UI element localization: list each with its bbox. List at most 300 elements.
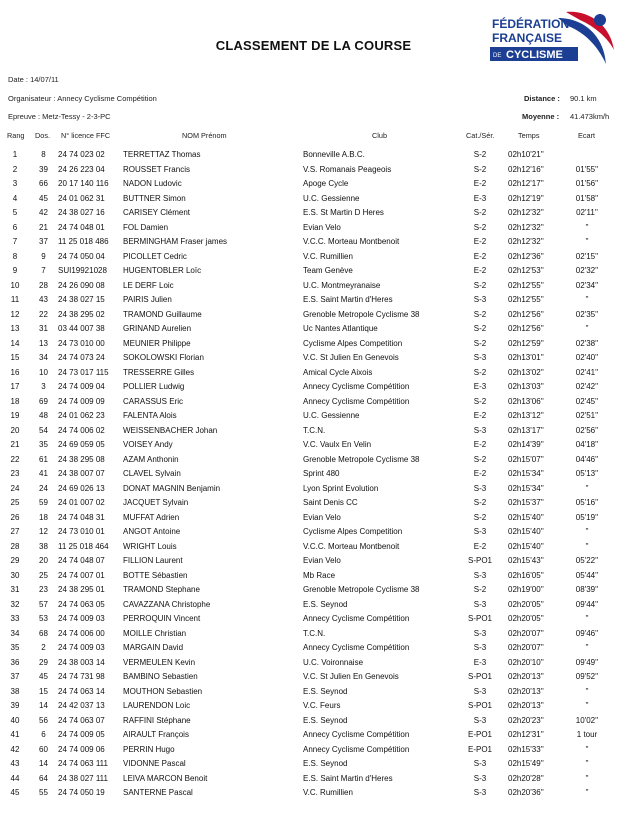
cell-name: TRAMOND Guillaume xyxy=(123,309,202,319)
cell-rang: 13 xyxy=(10,324,20,333)
cell-name: LEIVA MARCON Benoit xyxy=(123,773,208,783)
table-row xyxy=(0,643,627,658)
cell-category: S-3 xyxy=(473,570,487,580)
cell-name: WEISSENBACHER Johan xyxy=(123,425,218,435)
table-row xyxy=(0,426,627,441)
cell-dos: 53 xyxy=(39,614,48,623)
table-row xyxy=(0,252,627,267)
cell-gap: 05'44'' xyxy=(575,570,599,580)
cell-gap: '' xyxy=(585,759,589,768)
cell-licence: 24 38 027 15 xyxy=(58,295,105,304)
cell-club: E.S. Seynod xyxy=(303,686,348,696)
cell-gap: 02'11'' xyxy=(576,208,598,217)
cell-time: 02h13'02'' xyxy=(508,367,544,377)
table-row xyxy=(0,600,627,615)
table-row xyxy=(0,788,627,803)
cell-gap: '' xyxy=(585,744,589,754)
cell-dos: 20 xyxy=(39,556,48,565)
cell-rang: 28 xyxy=(10,541,20,551)
table-row xyxy=(0,237,627,252)
cell-club: Grenoble Metropole Cyclisme 38 xyxy=(303,454,420,464)
cell-club: E.S. Seynod xyxy=(303,715,348,725)
cell-time: 02h20'13'' xyxy=(508,672,544,681)
cell-time: 02h12'16'' xyxy=(508,164,544,174)
cell-gap: 05'16'' xyxy=(575,498,599,507)
cell-dos: 66 xyxy=(39,179,48,188)
cell-category: S-PO1 xyxy=(467,614,492,623)
cell-licence: 24 74 009 04 xyxy=(58,382,105,391)
header-club: Club xyxy=(372,131,388,140)
table-row xyxy=(0,411,627,426)
cell-category: S-3 xyxy=(473,295,487,304)
cell-rang: 30 xyxy=(10,570,20,580)
table-row xyxy=(0,440,627,455)
cell-dos: 38 xyxy=(39,541,48,551)
cell-name: SANTERNE Pascal xyxy=(123,788,193,797)
cell-gap: 02'41'' xyxy=(575,367,599,377)
table-row xyxy=(0,527,627,542)
cell-time: 02h12'32'' xyxy=(508,208,544,217)
cell-time: 02h20'05'' xyxy=(508,599,544,609)
cell-gap: 02'40'' xyxy=(575,353,599,362)
cell-category: E-2 xyxy=(473,440,487,449)
cell-category: E-3 xyxy=(473,657,487,667)
cell-name: PICOLLET Cedric xyxy=(123,251,187,261)
header-ecart: Ecart xyxy=(578,131,596,140)
cell-rang: 20 xyxy=(10,425,20,435)
cell-name: SOKOLOWSKI Florian xyxy=(123,353,204,362)
table-row xyxy=(0,759,627,774)
cell-category: E-2 xyxy=(473,469,487,478)
cell-licence: 24 73 010 01 xyxy=(58,527,105,536)
cell-club: Cyclisme Alpes Competition xyxy=(303,338,403,348)
cell-gap: 02'56'' xyxy=(575,425,599,435)
cell-gap: '' xyxy=(585,295,589,304)
cell-name: VERMEULEN Kevin xyxy=(123,657,196,667)
cell-rang: 21 xyxy=(10,440,20,449)
cell-licence: 24 74 009 03 xyxy=(58,614,105,623)
cell-time: 02h13'03'' xyxy=(508,382,544,391)
cell-time: 02h15'49'' xyxy=(508,759,544,768)
cell-licence: 24 38 007 07 xyxy=(58,469,105,478)
cell-dos: 10 xyxy=(39,367,48,377)
cell-club: U.C. Voironnaise xyxy=(303,657,364,667)
cell-licence: 24 73 017 115 xyxy=(58,367,109,377)
cell-rang: 17 xyxy=(10,382,20,391)
cell-rang: 45 xyxy=(10,788,20,797)
cell-name: BUTTNER Simon xyxy=(123,193,186,203)
cell-category: S-3 xyxy=(473,353,487,362)
cell-gap: '' xyxy=(585,527,589,536)
table-row xyxy=(0,614,627,629)
cell-licence: 24 74 009 06 xyxy=(58,744,105,754)
cell-gap: 09'44'' xyxy=(575,599,599,609)
cell-name: NADON Ludovic xyxy=(123,179,182,188)
cell-dos: 45 xyxy=(39,193,48,203)
cell-rang: 34 xyxy=(10,628,20,638)
cell-licence: 24 74 073 24 xyxy=(58,353,105,362)
cell-rang: 15 xyxy=(10,353,20,362)
table-row xyxy=(0,745,627,760)
logo-de: DE xyxy=(493,53,502,59)
cell-time: 02h15'34'' xyxy=(508,469,544,478)
cell-category: S-3 xyxy=(473,628,487,638)
page-title: CLASSEMENT DE LA COURSE xyxy=(215,38,412,53)
cell-gap: 02'42'' xyxy=(575,382,599,391)
cell-club: Grenoble Metropole Cyclisme 38 xyxy=(303,309,420,319)
cell-category: E-3 xyxy=(473,193,487,203)
cell-licence: SUI19921028 xyxy=(58,266,107,275)
cell-rang: 10 xyxy=(10,280,20,290)
cell-licence: 24 74 063 07 xyxy=(58,715,105,725)
cell-gap: 09'52'' xyxy=(575,672,599,681)
cell-gap: 1 tour xyxy=(576,730,598,739)
cell-time: 02h20'36'' xyxy=(508,788,544,797)
cell-dos: 43 xyxy=(39,295,48,304)
cell-dos: 61 xyxy=(39,454,48,464)
cell-category: E-2 xyxy=(473,179,487,188)
cell-name: MEUNIER Philippe xyxy=(123,338,191,348)
cell-gap: 09'49'' xyxy=(575,657,599,667)
cell-gap: 02'45'' xyxy=(575,396,599,406)
cell-category: E-2 xyxy=(473,266,487,275)
distance-value: 90.1 km xyxy=(570,94,597,103)
cell-gap: '' xyxy=(585,324,589,333)
organizer: Organisateur : Annecy Cyclisme Compétition xyxy=(8,94,157,103)
cell-club: V.C. Feurs xyxy=(303,701,341,710)
table-row xyxy=(0,397,627,412)
table-row xyxy=(0,179,627,194)
cell-time: 02h20'23'' xyxy=(508,715,544,725)
cell-time: 02h15'37'' xyxy=(508,498,544,507)
cell-licence: 24 74 063 05 xyxy=(58,599,105,609)
cell-time: 02h16'05'' xyxy=(508,570,544,580)
cell-rang: 4 xyxy=(12,193,18,203)
cell-time: 02h20'10'' xyxy=(508,657,544,667)
cell-name: WRIGHT Louis xyxy=(123,541,177,551)
cell-gap: '' xyxy=(585,222,589,232)
cell-name: BERMINGHAM Fraser james xyxy=(123,237,228,246)
cell-dos: 41 xyxy=(39,469,48,478)
cell-time: 02h12'17'' xyxy=(508,179,544,188)
cell-club: E.S. St Martin D Heres xyxy=(303,208,384,217)
cell-name: AIRAULT François xyxy=(123,730,189,739)
table-row xyxy=(0,165,627,180)
cell-name: FILLION Laurent xyxy=(123,556,183,565)
cell-licence: 24 69 059 05 xyxy=(58,440,105,449)
cell-club: Saint Denis CC xyxy=(303,498,358,507)
cell-club: Annecy Cyclisme Compétition xyxy=(303,730,410,739)
cell-category: E-PO1 xyxy=(467,730,492,739)
cell-club: E.S. Seynod xyxy=(303,759,348,768)
cell-name: MARGAIN David xyxy=(123,643,184,652)
cell-dos: 45 xyxy=(39,672,48,681)
header-rang: Rang xyxy=(7,131,25,140)
cell-time: 02h14'39'' xyxy=(508,440,544,449)
cell-licence: 24 74 050 04 xyxy=(58,251,105,261)
cell-rang: 43 xyxy=(10,759,20,768)
cell-gap: 02'51'' xyxy=(575,411,599,420)
cell-time: 02h15'34'' xyxy=(508,483,544,493)
cell-club: V.C. Rumillien xyxy=(303,251,353,261)
cell-club: Lyon Sprint Evolution xyxy=(303,483,379,493)
cell-club: Annecy Cyclisme Compétition xyxy=(303,614,410,623)
cell-time: 02h13'01'' xyxy=(508,353,544,362)
cell-time: 02h12'36'' xyxy=(508,251,544,261)
cell-rang: 35 xyxy=(10,643,20,652)
cell-gap: 05'13'' xyxy=(575,469,599,478)
cell-licence: 24 26 090 08 xyxy=(58,280,105,290)
cell-club: Annecy Cyclisme Compétition xyxy=(303,396,410,406)
cell-gap: 02'15'' xyxy=(575,251,599,261)
cell-club: T.C.N. xyxy=(303,628,326,638)
cell-rang: 19 xyxy=(10,411,20,420)
cell-club: Mb Race xyxy=(303,570,336,580)
cell-rang: 40 xyxy=(10,715,20,725)
cell-gap: 08'39'' xyxy=(575,585,599,594)
table-row xyxy=(0,701,627,716)
cell-name: MOILLE Christian xyxy=(123,628,187,638)
cell-time: 02h12'53'' xyxy=(508,266,544,275)
cell-club: Annecy Cyclisme Compétition xyxy=(303,382,410,391)
cell-time: 02h19'00'' xyxy=(508,585,544,594)
cell-rang: 23 xyxy=(10,469,20,478)
cell-category: S-3 xyxy=(473,425,487,435)
cell-name: BOTTE Sébastien xyxy=(123,570,188,580)
cell-club: V.C.C. Morteau Montbenoit xyxy=(303,237,400,246)
table-row xyxy=(0,585,627,600)
cell-gap: 05'19'' xyxy=(575,512,599,522)
cell-rang: 27 xyxy=(10,527,20,536)
cell-time: 02h15'07'' xyxy=(508,454,544,464)
cell-category: S-2 xyxy=(473,338,487,348)
cell-category: S-2 xyxy=(473,454,487,464)
logo-line1: FÉDÉRATION xyxy=(492,17,570,31)
cell-category: S-2 xyxy=(473,396,487,406)
cell-category: S-3 xyxy=(473,759,487,768)
cell-licence: 24 42 037 13 xyxy=(58,701,105,710)
ffc-logo xyxy=(488,10,616,78)
table-row xyxy=(0,774,627,789)
cell-dos: 54 xyxy=(39,425,48,435)
table-row xyxy=(0,295,627,310)
cell-licence: 24 74 048 07 xyxy=(58,556,105,565)
table-row xyxy=(0,310,627,325)
cell-time: 02h12'31'' xyxy=(508,730,544,739)
table-row xyxy=(0,687,627,702)
cell-dos: 60 xyxy=(39,744,48,754)
cell-category: S-3 xyxy=(473,686,487,696)
cell-time: 02h12'19'' xyxy=(508,193,544,203)
logo-line2: FRANÇAISE xyxy=(492,31,563,45)
header-licence: N° licence FFC xyxy=(61,131,111,140)
cell-gap: 02'32'' xyxy=(575,266,599,275)
cell-dos: 35 xyxy=(39,440,48,449)
table-row xyxy=(0,658,627,673)
cell-category: S-3 xyxy=(473,773,487,783)
cell-club: Apoge Cycle xyxy=(303,179,349,188)
cell-name: RAFFINI Stéphane xyxy=(123,715,191,725)
cell-name: CAVAZZANA Christophe xyxy=(123,599,211,609)
cell-time: 02h20'13'' xyxy=(508,686,544,696)
cell-gap: '' xyxy=(585,701,589,710)
distance-label: Distance : xyxy=(524,94,560,103)
cell-dos: 14 xyxy=(39,701,48,710)
cell-time: 02h10'21'' xyxy=(508,150,544,159)
cell-gap: 09'46'' xyxy=(575,628,599,638)
cell-category: S-PO1 xyxy=(467,672,492,681)
cell-time: 02h15'33'' xyxy=(508,744,544,754)
cell-club: Evian Velo xyxy=(303,512,341,522)
cell-category: S-2 xyxy=(473,164,487,174)
cell-dos: 9 xyxy=(41,251,46,261)
cell-name: FALENTA Alois xyxy=(123,411,177,420)
cell-gap: 05'22'' xyxy=(575,556,599,565)
cell-time: 02h13'12'' xyxy=(508,411,544,420)
cell-time: 02h12'56'' xyxy=(508,309,544,319)
cell-licence: 24 74 006 02 xyxy=(58,425,105,435)
cell-category: S-2 xyxy=(473,222,487,232)
cell-club: V.C. Rumillien xyxy=(303,788,353,797)
cell-time: 02h13'06'' xyxy=(508,396,544,406)
table-row xyxy=(0,498,627,513)
cell-name: HUGENTOBLER Loïc xyxy=(123,266,202,275)
cell-category: E-2 xyxy=(473,541,487,551)
cell-dos: 68 xyxy=(39,628,48,638)
cell-dos: 48 xyxy=(39,411,48,420)
cell-licence: 24 38 003 14 xyxy=(58,657,105,667)
cell-gap: 10'02'' xyxy=(575,715,599,725)
cell-name: VOISEY Andy xyxy=(123,440,173,449)
average-value: 41.473km/h xyxy=(570,112,610,121)
cell-club: Amical Cycle Aixois xyxy=(303,367,373,377)
cell-name: TRAMOND Stephane xyxy=(123,585,200,594)
cell-club: V.C. St Julien En Genevois xyxy=(303,672,399,681)
header-dos: Dos. xyxy=(35,131,51,140)
cell-licence: 24 38 295 01 xyxy=(58,585,105,594)
cell-time: 02h15'40'' xyxy=(508,541,544,551)
cell-gap: '' xyxy=(585,773,589,783)
table-row xyxy=(0,368,627,383)
cell-rang: 6 xyxy=(12,222,18,232)
table-row xyxy=(0,194,627,209)
cell-category: S-PO1 xyxy=(467,556,492,565)
cell-dos: 6 xyxy=(41,730,46,739)
cell-gap: '' xyxy=(585,541,589,551)
cell-name: LAURENDON Loic xyxy=(123,701,191,710)
cell-rang: 18 xyxy=(10,396,20,406)
cell-gap: 01'58'' xyxy=(575,193,599,203)
cell-gap: '' xyxy=(585,237,589,246)
cell-rang: 29 xyxy=(10,556,20,565)
cell-gap: 04'46'' xyxy=(575,454,599,464)
cell-category: E-PO1 xyxy=(467,744,492,754)
cell-licence: 24 38 295 02 xyxy=(58,309,105,319)
cell-club: V.C. Vaulx En Velin xyxy=(303,440,372,449)
cell-gap: '' xyxy=(585,614,589,623)
cell-club: V.C. St Julien En Genevois xyxy=(303,353,399,362)
cell-licence: 24 74 009 09 xyxy=(58,396,105,406)
cell-time: 02h13'17'' xyxy=(508,425,544,435)
cell-licence: 24 26 223 04 xyxy=(58,164,105,174)
cell-club: V.S. Romanais Peageois xyxy=(303,164,392,174)
table-row xyxy=(0,324,627,339)
race-date: Date : 14/07/11 xyxy=(8,75,59,84)
cell-name: DONAT MAGNIN Benjamin xyxy=(123,483,221,493)
cell-category: S-PO1 xyxy=(467,701,492,710)
cell-licence: 11 25 018 486 xyxy=(58,237,109,246)
cell-dos: 59 xyxy=(39,498,48,507)
table-row xyxy=(0,266,627,281)
average-label: Moyenne : xyxy=(522,112,560,121)
cell-gap: '' xyxy=(585,643,589,652)
cell-licence: 24 74 048 31 xyxy=(58,512,105,522)
cell-club: E.S. Saint Martin d'Heres xyxy=(303,773,393,783)
table-row xyxy=(0,571,627,586)
cell-club: Grenoble Metropole Cyclisme 38 xyxy=(303,585,420,594)
cell-time: 02h12'32'' xyxy=(508,222,544,232)
table-row xyxy=(0,484,627,499)
cell-dos: 57 xyxy=(39,599,48,609)
table-row xyxy=(0,542,627,557)
cell-time: 02h12'55'' xyxy=(508,295,544,304)
cell-rang: 36 xyxy=(10,657,20,667)
cell-category: S-2 xyxy=(473,208,487,217)
cell-category: E-2 xyxy=(473,411,487,420)
cell-rang: 2 xyxy=(12,164,18,174)
cell-time: 02h12'59'' xyxy=(508,338,544,348)
cell-category: E-3 xyxy=(473,382,487,391)
cell-dos: 3 xyxy=(41,382,46,391)
cell-name: BAMBINO Sebastien xyxy=(123,672,198,681)
cell-rang: 24 xyxy=(10,483,20,493)
cell-rang: 39 xyxy=(10,701,20,710)
cell-category: S-2 xyxy=(473,150,487,159)
cell-club: Annecy Cyclisme Compétition xyxy=(303,744,410,754)
cell-club: Team Genève xyxy=(303,266,353,275)
cell-rang: 25 xyxy=(10,498,20,507)
cell-rang: 1 xyxy=(12,150,18,159)
cell-time: 02h12'32'' xyxy=(508,237,544,246)
cell-dos: 2 xyxy=(41,643,46,652)
cell-licence: 03 44 007 38 xyxy=(58,324,105,333)
cell-dos: 37 xyxy=(39,237,48,246)
cell-dos: 64 xyxy=(39,773,48,783)
cell-dos: 7 xyxy=(41,266,46,275)
cell-dos: 34 xyxy=(39,353,48,362)
cell-category: S-2 xyxy=(473,324,487,333)
cell-rang: 38 xyxy=(10,686,20,696)
cell-club: U.C. Gessienne xyxy=(303,411,360,420)
cell-licence: 24 38 027 16 xyxy=(58,208,105,217)
cell-category: E-2 xyxy=(473,251,487,261)
cell-gap: 02'38'' xyxy=(575,338,599,348)
cell-dos: 23 xyxy=(39,585,48,594)
cell-name: FOL Damien xyxy=(123,222,169,232)
cell-dos: 69 xyxy=(39,396,48,406)
cell-time: 02h15'43'' xyxy=(508,556,544,565)
cell-gap: 01'55'' xyxy=(575,164,599,174)
cell-dos: 21 xyxy=(39,222,48,232)
cell-category: S-2 xyxy=(473,309,487,319)
table-row xyxy=(0,629,627,644)
cell-rang: 42 xyxy=(10,744,20,754)
cell-dos: 42 xyxy=(39,208,48,217)
cell-name: VIDONNE Pascal xyxy=(123,759,186,768)
header-temps: Temps xyxy=(518,131,540,140)
cell-licence: 24 74 731 98 xyxy=(58,672,105,681)
cell-rang: 16 xyxy=(10,367,20,377)
